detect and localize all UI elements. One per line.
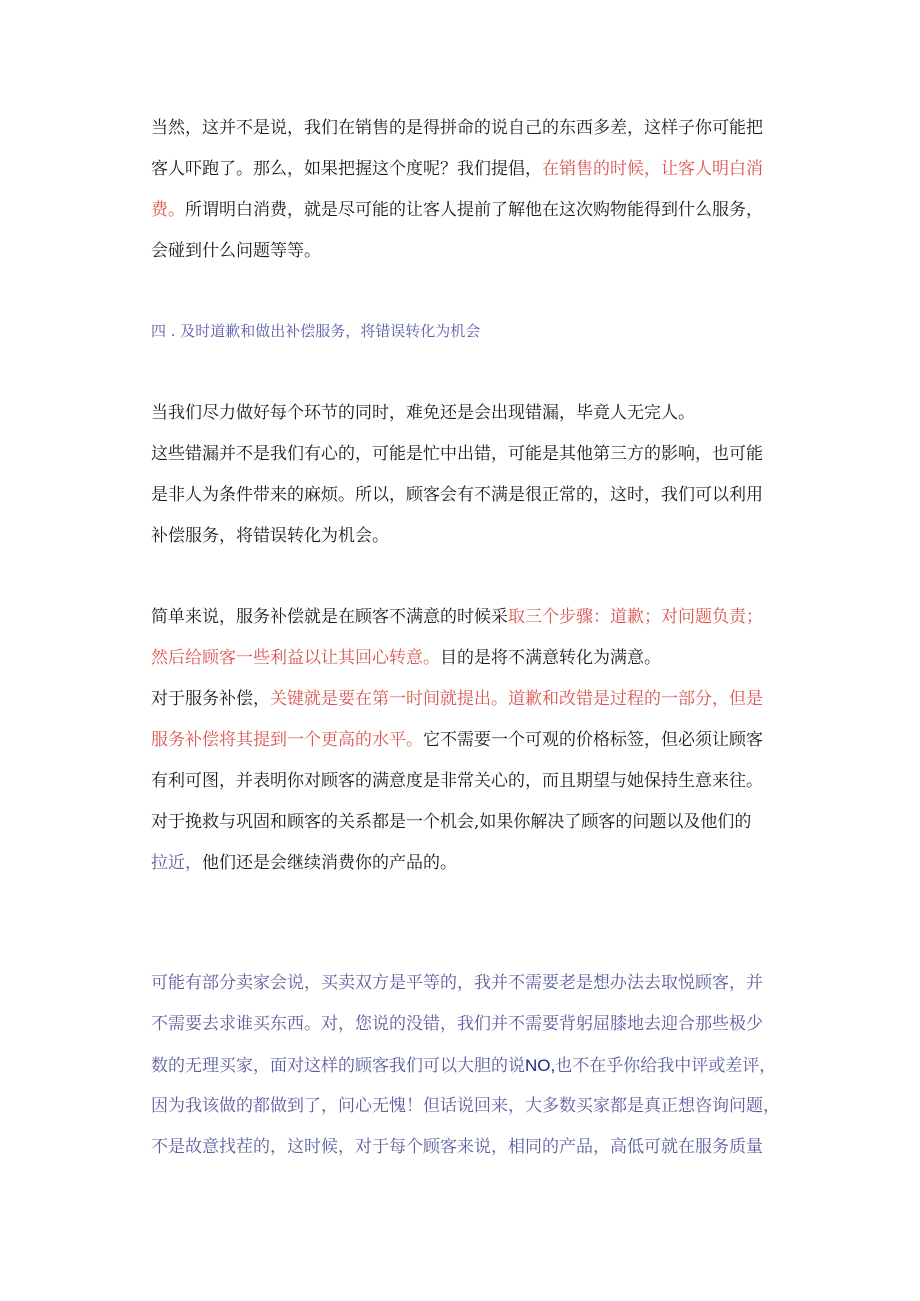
text-run: 数的无理买家，面对这样的顾客我们可以大胆的说 [151, 1056, 525, 1076]
highlight-blue-text: 拉近， [151, 853, 202, 873]
paragraph-3 [151, 597, 771, 884]
text-run: 它不需要一个可观的价格标签，但必须让顾客 [423, 730, 763, 750]
text-run: 目的是将不满意转化为满意。 [440, 648, 661, 668]
paragraph-2 [151, 393, 771, 557]
text-line [151, 108, 771, 149]
paragraph-1 [151, 108, 771, 272]
text-run: 这些错漏并不是我们有心的，可能是忙中出错，可能是其他第三方的影响，也可能 [151, 444, 763, 464]
text-run: 对于服务补偿， [151, 689, 270, 709]
text-run: 因为我该做的都做到了，问心无愧！但话说回来，大多数买家都是真正想咨询问题， [151, 1096, 780, 1116]
text-line [151, 638, 771, 679]
text-line [151, 149, 771, 190]
highlight-red-text: 费。 [151, 200, 185, 220]
text-run: 客人吓跑了。那么，如果把握这个度呢？我们提倡， [151, 159, 542, 179]
text-run: 不是故意找茬的，这时候，对于每个顾客来说，相同的产品，高低可就在服务质量 [151, 1137, 763, 1157]
text-line [151, 475, 771, 516]
text-run: 补偿服务，将错误转化为机会。 [151, 526, 389, 546]
text-line [151, 802, 771, 843]
text-line [151, 231, 771, 272]
text-run: 当然，这并不是说，我们在销售的是得拼命的说自己的东西多差，这样子你可能把 [151, 118, 763, 138]
text-line [151, 720, 771, 761]
text-run: 会碰到什么问题等等。 [151, 241, 321, 261]
text-line [151, 761, 771, 802]
text-run: 不需要去求谁买东西。对，您说的没错，我们并不需要背躬屈膝地去迎合那些极少 [151, 1014, 763, 1034]
no-text: NO, [525, 1056, 556, 1075]
highlight-red-text: 然后给顾客一些利益以让其回心转意。 [151, 648, 440, 668]
text-run: 是非人为条件带来的麻烦。所以，顾客会有不满是很正常的，这时，我们可以利用 [151, 485, 763, 505]
paragraph-4 [151, 963, 780, 1168]
text-run: 简单来说，服务补偿就是在顾客不满意的时候采 [151, 607, 508, 627]
text-run: 对于挽救与巩固和顾客的关系都是一个机会,如果你解决了顾客的问题以及他们的 [151, 812, 752, 832]
text-run: 有利可图，并表明你对顾客的满意度是非常关心的，而且期望与她保持生意来往。 [151, 771, 763, 791]
text-line [151, 1127, 771, 1168]
text-line [151, 1004, 771, 1045]
text-run: 所谓明白消费，就是尽可能的让客人提前了解他在这次购物能得到什么服务， [185, 200, 763, 220]
highlight-red-text: 服务补偿将其提到一个更高的水平。 [151, 730, 423, 750]
text-run: 当我们尽力做好每个环节的同时，难免还是会出现错漏，毕竟人无完人。 [151, 403, 695, 423]
text-run: 他们还是会继续消费你的产品的。 [202, 853, 457, 873]
text-line [151, 963, 771, 1004]
highlight-red-text: 取三个步骤：道歉；对问题负责； [508, 607, 763, 627]
text-line [151, 1045, 777, 1086]
highlight-red-text: 关键就是要在第一时间就提出。道歉和改错是过程的一部分，但是 [270, 689, 763, 709]
text-line [151, 597, 771, 638]
text-line [151, 843, 771, 884]
text-line [151, 1086, 780, 1127]
text-line [151, 679, 771, 720]
highlight-red-text: 在销售的时候，让客人明白消 [542, 159, 763, 179]
text-line [151, 516, 771, 557]
text-line [151, 190, 771, 231]
text-run: 可能有部分卖家会说，买卖双方是平等的，我并不需要老是想办法去取悦顾客，并 [151, 973, 763, 993]
section-heading: 四 . 及时道歉和做出补偿服务，将错误转化为机会 [151, 322, 481, 340]
text-run: 也不在乎你给我中评或差评， [555, 1056, 777, 1076]
text-line [151, 434, 771, 475]
text-line [151, 393, 771, 434]
